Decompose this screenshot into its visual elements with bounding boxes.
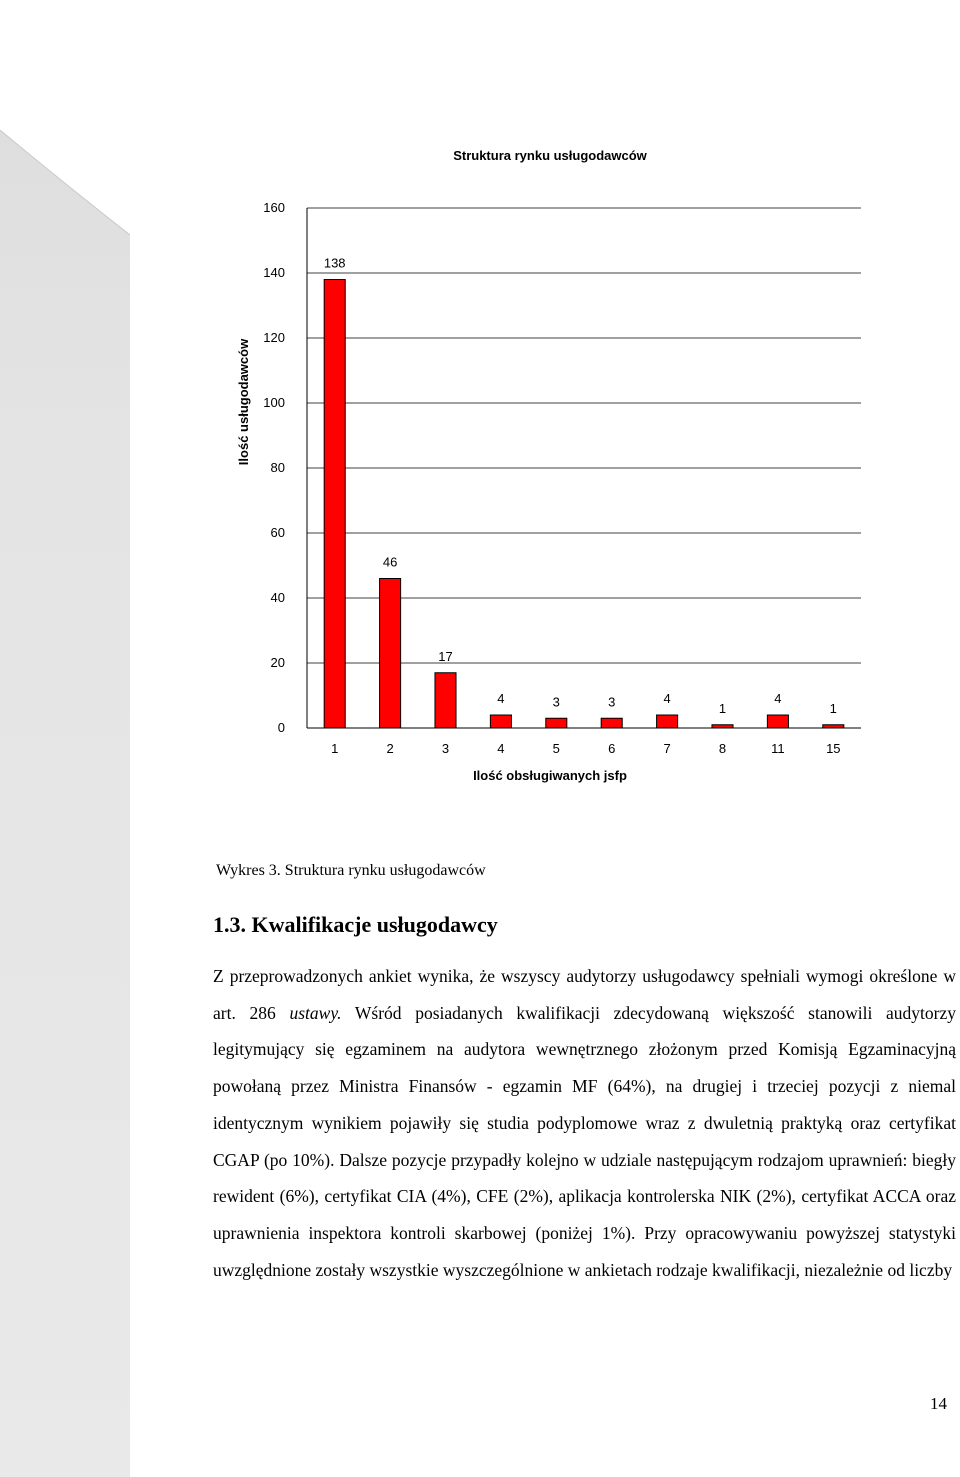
x-tick-label: 1	[331, 741, 339, 756]
y-tick-label: 160	[263, 200, 285, 215]
x-tick-label: 8	[718, 741, 727, 756]
bar	[546, 718, 567, 728]
y-tick-label: 140	[263, 265, 285, 280]
y-tick-label: 80	[270, 460, 285, 475]
chart-plot	[200, 130, 900, 810]
y-tick-label: 120	[263, 330, 285, 345]
data-label: 1	[718, 700, 727, 716]
y-tick-label: 0	[277, 720, 285, 735]
bar	[657, 715, 678, 728]
section-paragraph	[213, 958, 956, 1288]
bar	[380, 579, 401, 729]
data-label: 3	[608, 694, 616, 710]
paragraph-start: Z przeprowadzonych ankiet wynika, że wszyscy audytorzy usługodawcy spełniali wymogi określone w art. 286	[213, 966, 956, 1023]
x-tick-label: 4	[497, 741, 505, 756]
x-axis-title: Ilość obsługiwanych jsfp	[473, 768, 627, 783]
data-label: 3	[552, 694, 560, 710]
y-tick-label: 60	[270, 525, 285, 540]
y-tick-label: 20	[270, 655, 285, 670]
y-tick-label: 100	[263, 395, 285, 410]
data-label: 138	[323, 255, 346, 271]
x-tick-label: 15	[826, 741, 841, 756]
chart-title: Struktura rynku usługodawców	[453, 148, 647, 163]
data-label: 1	[829, 700, 837, 716]
data-label: 4	[774, 691, 782, 706]
x-tick-label: 2	[386, 741, 394, 756]
figure-caption: Wykres 3. Struktura rynku usługodawców	[216, 862, 486, 879]
paragraph-italic: ustawy.	[289, 1002, 342, 1023]
y-axis-title: Ilość usługodawców	[236, 338, 251, 466]
margin-decoration	[0, 0, 130, 1477]
x-tick-label: 3	[441, 741, 450, 756]
bar-chart	[200, 130, 900, 810]
data-label: 4	[497, 691, 505, 706]
bar	[823, 725, 844, 728]
data-label: 4	[663, 691, 671, 706]
data-label: 46	[382, 554, 398, 570]
y-tick-label: 40	[270, 590, 285, 605]
paragraph-rest: Wśród posiadanych kwalifikacji zdecydowaną większość stanowili audytorzy legitymujący się egzaminem na audytora wewnętrznego złożonym przed Komisją Egzaminacyjną powołaną przez Ministra Finansów - egzamin MF (64%), na drugiej i trzeciej pozycji z niemal identycznym wynikiem pojawiły się studia podyplomowe wraz z dwuletnią praktyką oraz certyfikat CGAP (po 10%). Dalsze pozycje przypadły kolejno w udziale następującym rodzajom uprawnień: biegły rewident (6%), certyfikat CIA (4%), CFE (2%), aplikacja kontrolerska NIK (2%), certyfikat ACCA oraz uprawnienia inspektora kontroli skarbowej (poniżej 1%). Przy opracowywaniu powyższej statystyki uwzględnione zostały wszystkie wyszczególnione w ankietach rodzaje kwalifikacji, niezależnie od liczby	[213, 1002, 956, 1280]
x-tick-label: 11	[771, 741, 785, 756]
section-heading: 1.3. Kwalifikacje usługodawcy	[213, 912, 498, 937]
bar	[435, 673, 456, 728]
bar	[601, 718, 622, 728]
x-tick-label: 5	[552, 741, 560, 756]
bar	[712, 725, 733, 728]
bar	[767, 715, 788, 728]
bar	[324, 280, 345, 729]
data-label: 17	[438, 648, 453, 664]
page-number: 14	[930, 1394, 947, 1413]
x-tick-label: 6	[608, 741, 616, 756]
x-tick-label: 7	[663, 741, 671, 756]
bar	[490, 715, 511, 728]
